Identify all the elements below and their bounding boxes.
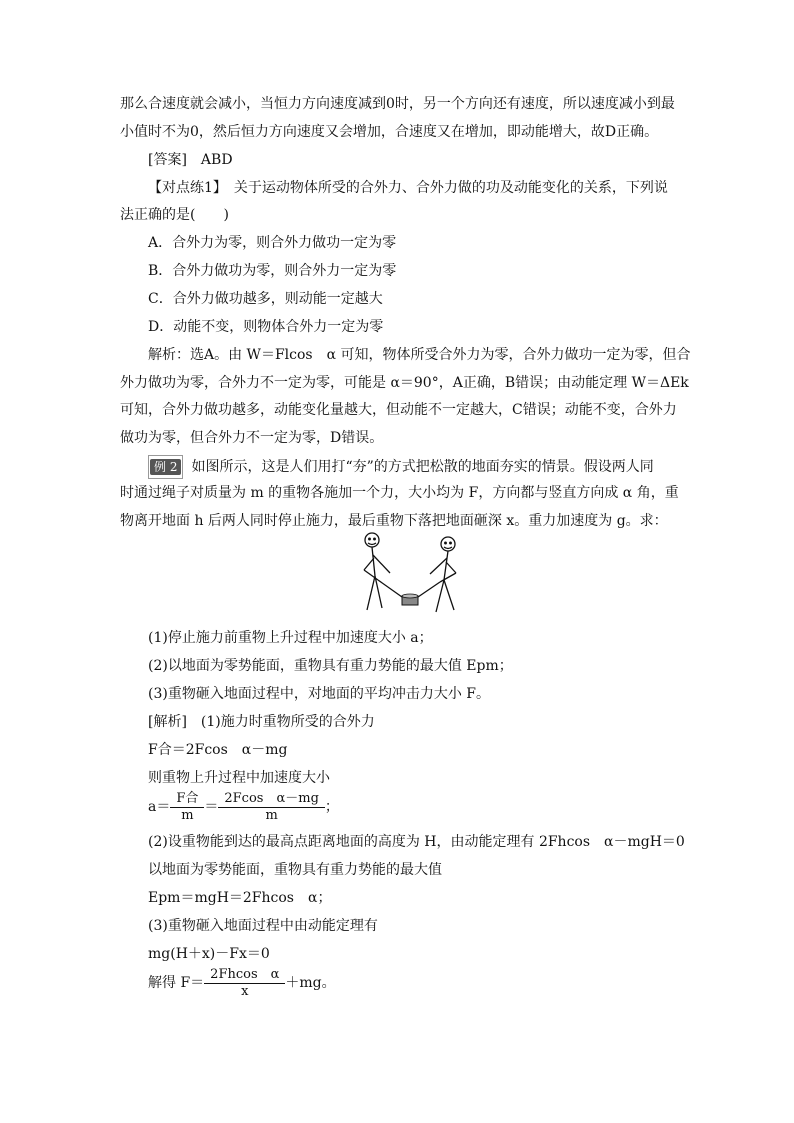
semicolon: ；: [324, 799, 339, 815]
solution-line: 则重物上升过程中加速度大小: [148, 770, 330, 786]
paragraph-line: 小值时不为0，然后恒力方向速度又会增加，合速度又在增加，即动能增大，故D正确。: [120, 124, 659, 140]
right-rope: [418, 582, 440, 597]
denominator: m: [265, 807, 278, 823]
exercise-question: 【对点练1】 关于运动物体所受的合外力、合外力做的功及动能变化的关系，下列说: [148, 180, 668, 196]
solution-line: (3)重物砸入地面过程中由动能定理有: [148, 918, 378, 934]
solution-line: 以地面为零势能面，重物具有重力势能的最大值: [148, 862, 442, 878]
fraction-2: [218, 791, 325, 824]
solution-line: (2)设重物能到达的最高点距离地面的高度为 H，由动能定理有 2Fhcos α－mgH＝0: [148, 834, 685, 850]
option-b: B．合外力做功为零，则合外力一定为零: [148, 263, 397, 279]
equation-lhs: a＝: [148, 799, 171, 815]
solution-final-equation: [148, 966, 336, 1000]
example-badge-frame: [148, 455, 183, 479]
analysis-line: 外力做功为零，合外力不一定为零，可能是 α＝90°，A正确，B错误；由动能定理 W＝ΔEk: [120, 375, 689, 391]
numerator: 2Fhcos α: [204, 967, 285, 984]
denominator: x: [241, 983, 249, 999]
solution-line: [解析] (1)施力时重物所受的合外力: [148, 714, 375, 730]
sub-question-1: (1)停止施力前重物上升过程中加速度大小 a；: [148, 630, 433, 646]
option-a: A．合外力为零，则合外力做功一定为零: [148, 235, 397, 251]
example-line: 时通过绳子对质量为 m 的重物各施加一个力，大小均为 F，方向都与竖直方向成 α 角，重: [120, 485, 679, 501]
numerator: 2Fcos α－mg: [218, 791, 325, 808]
analysis-line: 做功为零，但合外力不一定为零，D错误。: [120, 430, 384, 446]
solution-equation: mg(H＋x)－Fx＝0: [148, 946, 270, 962]
equals-sign: ＝: [204, 799, 219, 815]
solution-equation: F合＝2Fcos α－mg: [148, 742, 288, 758]
option-c: C．合外力做功越多，则动能一定越大: [148, 291, 383, 307]
answer-line: [答案] ABD: [148, 152, 233, 168]
tamping-illustration: [350, 528, 470, 618]
example-badge: 例 2: [150, 459, 181, 475]
fraction-3: [204, 967, 285, 1000]
option-d: D．动能不变，则物体合外力一定为零: [148, 319, 384, 335]
analysis-line: 解析：选A。由 W＝Flcos α 可知，物体所受合外力为零，合外力做功一定为零，但合: [148, 347, 691, 363]
left-person-body: [372, 547, 375, 576]
numerator: F合: [170, 791, 204, 808]
solution-equation: Epm＝mgH＝2Fhcos α；: [148, 890, 332, 906]
equation-lhs: 解得 F＝: [148, 975, 205, 991]
analysis-line: 可知，合外力做功越多，动能变化量越大，但动能不一定越大，C错误；动能不变，合外力: [120, 402, 677, 418]
equation-end: ＋mg。: [285, 975, 336, 991]
example-line: 物离开地面 h 后两人同时停止施力，最后重物下落把地面砸深 x。重力加速度为 g。求：: [120, 513, 668, 529]
fraction-1: [170, 791, 204, 824]
solution-fraction-equation: [148, 790, 339, 824]
example-text: 如图所示，这是人们用打“夯”的方式把松散的地面夯实的情景。假设两人同: [191, 459, 654, 475]
example-2-line: [148, 455, 654, 479]
sub-question-3: (3)重物砸入地面过程中，对地面的平均冲击力大小 F。: [148, 686, 490, 702]
paragraph-line: 那么合速度就会减小，当恒力方向速度减到0时，另一个方向还有速度，所以速度减小到最: [120, 96, 675, 112]
right-person-body: [444, 551, 448, 580]
sub-question-2: (2)以地面为零势能面，重物具有重力势能的最大值 Epm；: [148, 658, 513, 674]
left-rope: [378, 580, 402, 597]
denominator: m: [181, 807, 194, 823]
exercise-question: 法正确的是( ): [120, 207, 229, 223]
